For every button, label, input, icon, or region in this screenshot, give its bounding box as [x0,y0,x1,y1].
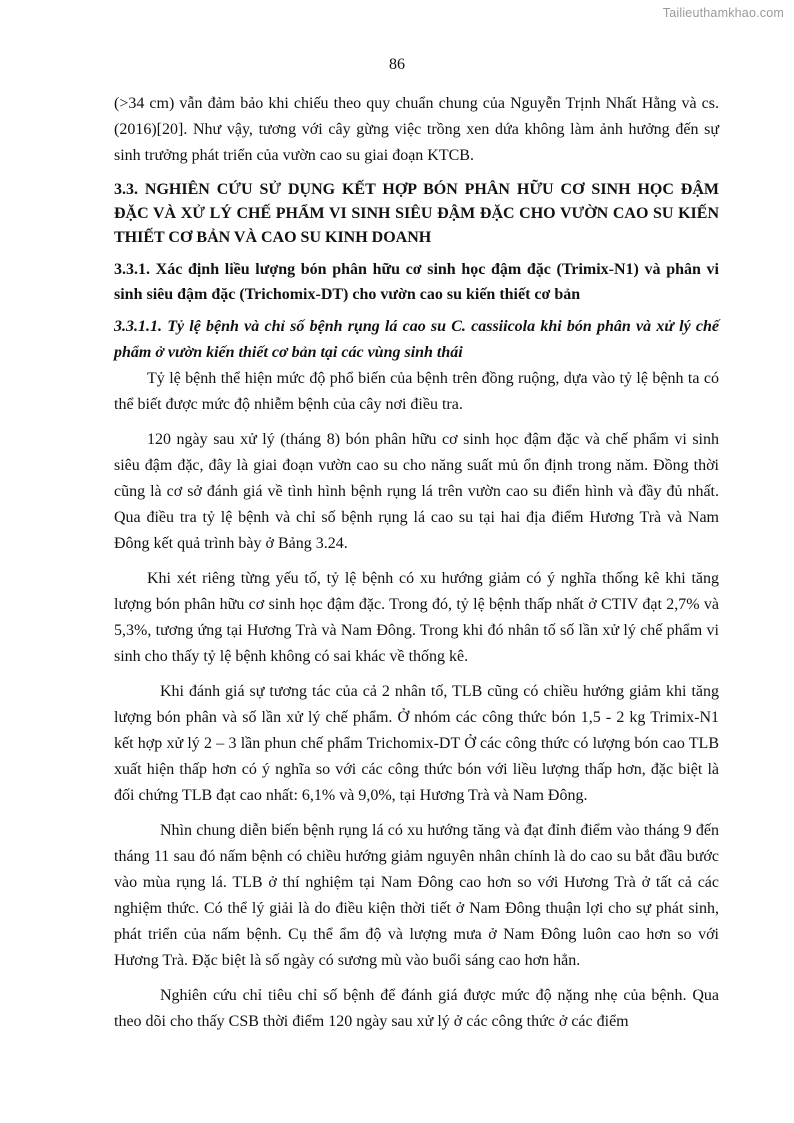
subsubsection-heading-3-3-1-1: 3.3.1.1. Tỷ lệ bệnh và chỉ số bệnh rụng lá cao su C. cassiicola khi bón phân và xử lý chế phẩm ở vườn kiến thiết cơ bản tại các vùng sinh thái [114,318,719,361]
paragraph-disease-index: Nghiên cứu chỉ tiêu chỉ số bệnh để đánh giá được mức độ nặng nhẹ của bệnh. Qua theo dõi cho thấy CSB thời điểm 120 ngày sau xử lý ở các công thức ở các điểm [114,987,719,1030]
paragraph-disease-progression: Nhìn chung diễn biến bệnh rụng lá có xu hướng tăng và đạt đỉnh điểm vào tháng 9 đến tháng 11 sau đó nấm bệnh có chiều hướng giảm nguyên nhân chính là do cao su bắt đầu bước vào mùa rụng lá. TLB ở thí nghiệm tại Nam Đông cao hơn so với Hương Trà ở tất cả các nghiệm thức. Có thể lý giải là do điều kiện thời tiết ở Nam Đông thuận lợi cho sự phát sinh, phát triển của nấm bệnh. Cụ thể ẩm độ và lượng mưa ở Nam Đông luôn cao hơn so với Hương Trà. Đặc biệt là số ngày có sương mù vào buổi sáng cao hơn hẳn. [114,822,719,969]
watermark: Tailieuthamkhao.com [662,6,784,20]
subsection-heading-3-3-1: 3.3.1. Xác định liều lượng bón phân hữu cơ sinh học đậm đặc (Trimix-N1) và phân vi sinh siêu đậm đặc (Trichomix-DT) cho vườn cao su kiến thiết cơ bản [114,261,719,303]
paragraph-single-factor: Khi xét riêng từng yếu tố, tỷ lệ bệnh có xu hướng giảm có ý nghĩa thống kê khi tăng lượng bón phân hữu cơ sinh học đậm đặc. Trong đó, tỷ lệ bệnh thấp nhất ở CTIV đạt 2,7% và 5,3%, tương ứng tại Hương Trà và Nam Đông. Trong khi đó nhân tố số lần xử lý chế phẩm vi sinh cho thấy tỷ lệ bệnh không có sai khác về thống kê. [114,570,719,665]
paragraph-continued: (>34 cm) vẫn đảm bảo khi chiếu theo quy chuẩn chung của Nguyễn Trịnh Nhất Hằng và cs. (2016)[20]. Như vậy, tương với cây gừng việc trồng xen dứa không làm ảnh hưởng đến sự sinh trưởng phát triển của vườn cao su giai đoạn KTCB. [114,95,719,164]
paragraph-interaction: Khi đánh giá sự tương tác của cả 2 nhân tố, TLB cũng có chiều hướng giảm khi tăng lượng bón phân và số lần xử lý chế phẩm. Ở nhóm các công thức bón 1,5 - 2 kg Trimix-N1 kết hợp xử lý 2 – 3 lần phun chế phẩm Trichomix-DT Ở các công thức có lượng bón cao TLB xuất hiện thấp hơn có ý nghĩa so với các công thức bón với liều lượng thấp hơn, đặc biệt là đối chứng TLB đạt cao nhất: 6,1% và 9,0%, tại Hương Trà và Nam Đông. [114,683,719,804]
paragraph-disease-rate-definition: Tỷ lệ bệnh thể hiện mức độ phổ biến của bệnh trên đồng ruộng, dựa vào tỷ lệ bệnh ta có thể biết được mức độ nhiễm bệnh của cây nơi điều tra. [114,370,719,413]
page-number: 86 [389,56,405,73]
paragraph-120-days: 120 ngày sau xử lý (tháng 8) bón phân hữu cơ sinh học đậm đặc và chế phẩm vi sinh siêu đậm đặc, đây là giai đoạn vườn cao su cho năng suất mủ ổn định trong năm. Đồng thời cũng là cơ sở đánh giá về tình hình bệnh rụng lá trên vườn cao su điển hình và đầy đủ nhất. Qua điều tra tỷ lệ bệnh và chỉ số bệnh rụng lá cao su tại hai địa điểm Hương Trà và Nam Đông kết quả trình bày ở Bảng 3.24. [114,431,719,552]
section-heading-3-3: 3.3. NGHIÊN CỨU SỬ DỤNG KẾT HỢP BÓN PHÂN HỮU CƠ SINH HỌC ĐẬM ĐẶC VÀ XỬ LÝ CHẾ PHẨM VI SINH SIÊU ĐẬM ĐẶC CHO VƯỜN CAO SU KIẾN THIẾT CƠ BẢN VÀ CAO SU KINH DOANH [114,181,719,246]
document-body [114,91,719,1035]
